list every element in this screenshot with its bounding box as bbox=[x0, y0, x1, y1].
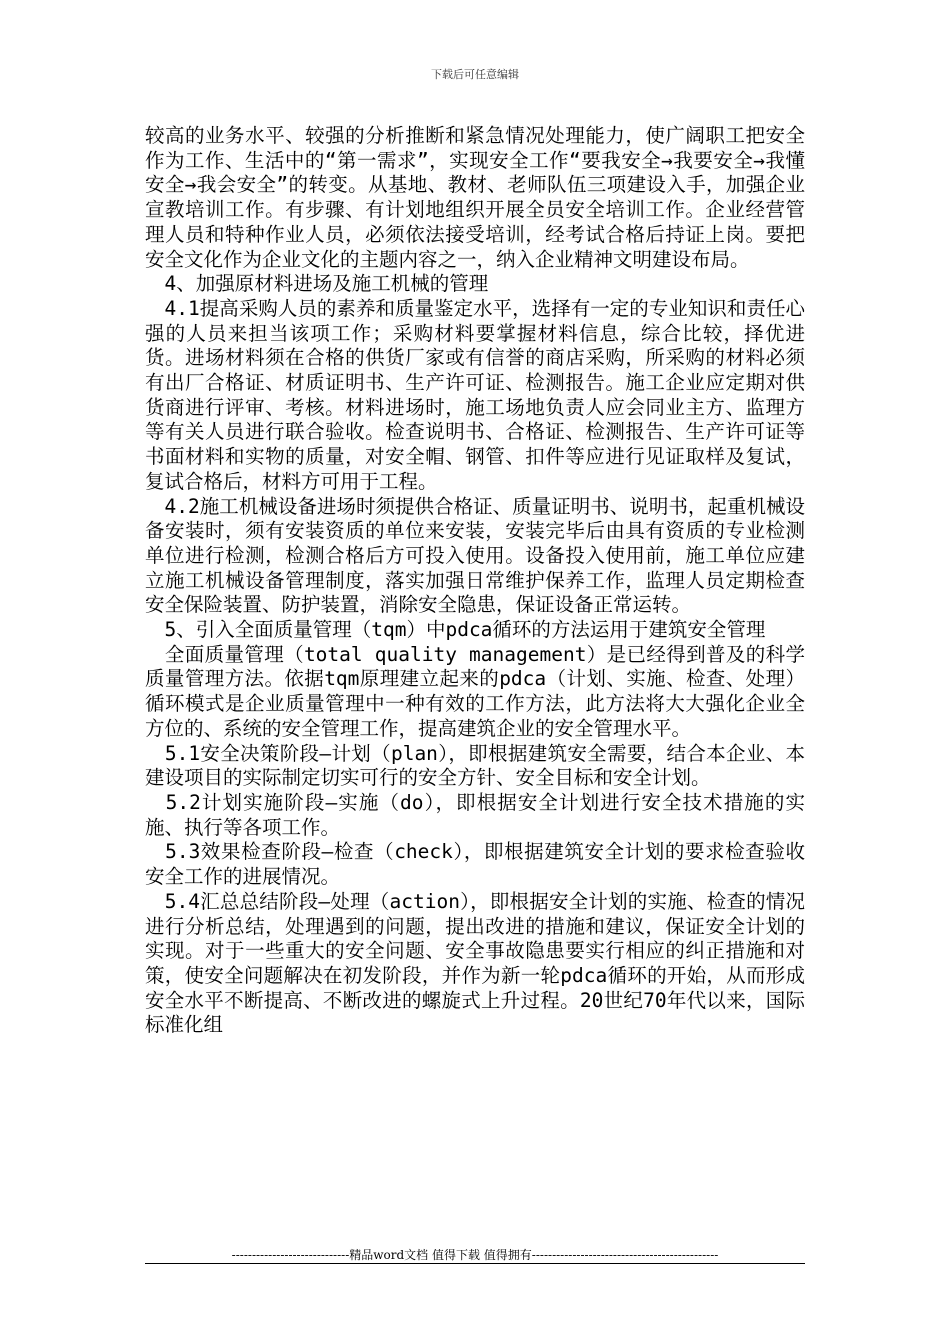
paragraph-4-2: 4.2施工机械设备进场时须提供合格证、质量证明书、说明书，起重机械设备安装时，须有安装资质的单位来安装，安装完毕后由具有资质的专业检测单位进行检测，检测合格后方可投入使用。设备投入使用前，施工单位应建立施工机械设备管理制度，落实加强日常维护保养工作，监理人员定期检查安全保险装置、防护装置，消除安全隐患，保证设备正常运转。 bbox=[145, 494, 805, 617]
heading-section-4: 4、加强原材料进场及施工机械的管理 bbox=[145, 272, 489, 296]
heading-section-5: 5、引入全面质量管理（tqm）中pdca循环的方法运用于建筑安全管理 bbox=[145, 618, 766, 642]
paragraph-5-4: 5.4汇总总结阶段—处理（action），即根据安全计划的实施、检查的情况进行分析总结，处理遇到的问题，提出改进的措施和建议，保证安全计划的实现。对于一些重大的安全问题、安全事故隐患要实行相应的纠正措施和对策，使安全问题解决在初发阶段，并作为新一轮pdca循环的开始，从而形成安全水平不断提高、不断改进的螺旋式上升过程。20世纪70年代以来，国际标准化组 bbox=[145, 889, 805, 1037]
paragraph-4-1: 4.1提高采购人员的素养和质量鉴定水平，选择有一定的专业知识和责任心强的人员来担当该项工作；采购材料要掌握材料信息，综合比较，择优进货。进场材料须在合格的供货厂家或有信誉的商店采购，所采购的材料必须有出厂合格证、材质证明书、生产许可证、检测报告。施工企业应定期对供货商进行评审、考核。材料进场时，施工场地负责人应会同业主方、监理方等有关人员进行联合验收。检查说明书、合格证、检测报告、生产许可证等书面材料和实物的质量，对安全帽、钢管、扣件等应进行见证取样及复试，复试合格后，材料方可用于工程。 bbox=[145, 296, 805, 493]
document-body bbox=[145, 124, 805, 1038]
paragraph-5-2: 5.2计划实施阶段—实施（do），即根据安全计划进行安全技术措施的实施、执行等各项工作。 bbox=[145, 790, 805, 839]
paragraph-5-intro: 全面质量管理（total quality management）是已经得到普及的科学质量管理方法。依据tqm原理建立起来的pdca（计划、实施、检查、处理）循环模式是企业质量管理中一种有效的工作方法，此方法将大大强化企业全方位的、系统的安全管理工作，提高建筑企业的安全管理水平。 bbox=[145, 642, 805, 740]
paragraph-5-3: 5.3效果检查阶段—检查（check），即根据建筑安全计划的要求检查验收安全工作的进展情况。 bbox=[145, 840, 805, 889]
page-footer: -----------------------------精品word文档 值得下载 值得拥有---------------------------------------------- bbox=[231, 1248, 719, 1262]
paragraph-1: 较高的业务水平、较强的分析推断和紧急情况处理能力，使广阔职工把安全作为工作、生活中的“第一需求”，实现安全工作“要我安全→我要安全→我懂安全→我会安全”的转变。从基地、教材、老师队伍三项建设入手，加强企业宣教培训工作。有步骤、有计划地组织开展全员安全培训工作。企业经营管理人员和特种作业人员，必须依法接受培训，经考试合格后持证上岗。要把安全文化作为企业文化的主题内容之一，纳入企业精神文明建设布局。 bbox=[145, 124, 805, 271]
page-header: 下载后可任意编辑 bbox=[431, 68, 519, 81]
footer-divider bbox=[145, 1263, 805, 1264]
paragraph-5-1: 5.1安全决策阶段—计划（plan），即根据建筑安全需要，结合本企业、本建设项目的实际制定切实可行的安全方针、安全目标和安全计划。 bbox=[145, 741, 805, 790]
